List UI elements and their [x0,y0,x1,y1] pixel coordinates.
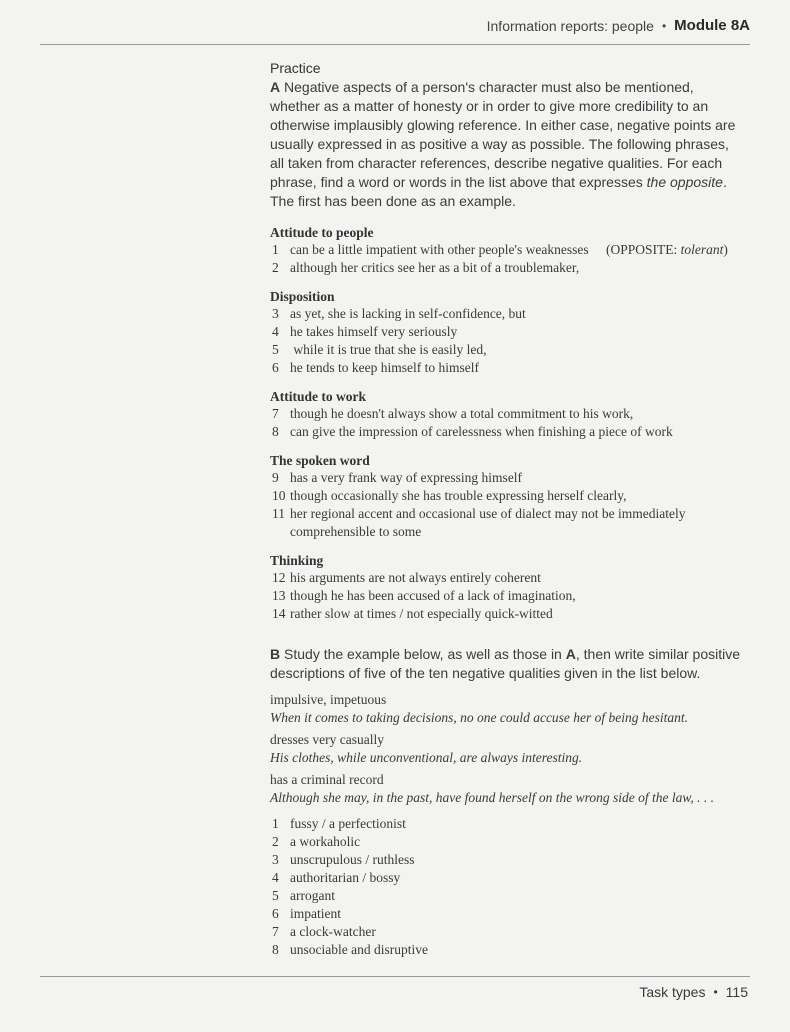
item-list [270,241,745,277]
part-b-instructions [270,645,745,683]
example-sentence: When it comes to taking decisions, no one could accuse her of being hesitant. [270,710,689,725]
item-number: 1 [272,816,279,831]
section-heading: Disposition [270,289,335,304]
item-number: 2 [272,834,279,849]
item-number: 6 [272,906,279,921]
item-text: he takes himself very seriously [290,324,458,339]
page-footer [639,984,748,1000]
item-number: 6 [272,360,279,375]
list-item [270,833,745,851]
list-item [270,569,745,587]
item-text-main: can be a little impatient with other people's weaknesses [290,242,589,257]
negative-qualities-list [270,815,745,959]
item-number: 11 [272,506,285,521]
item-text: while it is true that she is easily led, [290,342,487,357]
item-text: as yet, she is lacking in self-confidence, but [290,306,526,321]
list-item [270,487,745,505]
item-number: 3 [272,852,279,867]
item-list [270,405,745,441]
part-a-text-1: Negative aspects of a person's character must also be mentioned, whether as a matter of honesty or in order to give more credibility to an otherwise implausibly glowing reference. In either case, negative points are usually expressed in as positive a way as possible. The following phrases, all taken from character references, describe negative qualities. For each phrase, find a word or words in the list above that expresses [270,79,736,190]
item-list [270,305,745,377]
section-attitude-to-work [270,389,745,441]
running-header [487,17,750,34]
item-list [270,469,745,541]
example-sentence: Although she may, in the past, have found herself on the wrong side of the law, . . . [270,790,714,805]
item-number: 2 [272,260,279,275]
list-item [270,587,745,605]
item-text: authoritarian / bossy [290,870,401,885]
page-number: 115 [725,984,748,1000]
item-text: impatient [290,906,341,921]
list-item [270,941,745,959]
item-text: though he has been accused of a lack of imagination, [290,588,576,603]
item-number: 10 [272,488,286,503]
item-number: 4 [272,324,279,339]
part-a-text-2: . The first has been done as an example. [270,174,727,209]
note-suffix: ) [723,242,728,257]
list-item [270,851,745,869]
item-text: has a very frank way of expressing himself [290,470,523,485]
header-rule [40,44,750,45]
item-number: 7 [272,406,279,421]
list-item [270,259,745,277]
example-label: has a criminal record [270,772,384,787]
item-number: 13 [272,588,286,603]
item-number: 3 [272,306,279,321]
footer-label: Task types [639,984,706,1000]
item-text: unsociable and disruptive [290,942,428,957]
item-number: 1 [272,242,279,257]
section-heading: The spoken word [270,453,370,468]
part-b-ref-a: A [565,646,576,662]
footer-bullet: • [713,985,718,999]
list-item [270,323,745,341]
section-heading: Thinking [270,553,324,568]
section-thinking [270,553,745,623]
list-item [270,869,745,887]
list-item [270,305,745,323]
item-text: his arguments are not always entirely coherent [290,570,541,585]
part-a-letter: A [270,79,281,95]
practice-title: Practice [270,60,321,76]
list-item [270,341,745,359]
list-item [270,605,745,623]
list-item [270,405,745,423]
item-number: 7 [272,924,279,939]
item-text: can give the impression of carelessness when finishing a piece of work [290,424,673,439]
example-label: dresses very casually [270,732,384,747]
item-list [270,569,745,623]
note-prefix: (OPPOSITE: [605,242,681,257]
list-item [270,905,745,923]
section-attitude-to-people [270,225,745,277]
item-text: fussy / a perfectionist [290,816,406,831]
item-number: 5 [272,342,279,357]
item-text: though he doesn't always show a total commitment to his work, [290,406,634,421]
item-text: a workaholic [290,834,361,849]
item-number: 5 [272,888,279,903]
item-text: her regional accent and occasional use of dialect may not be immediately comprehensible to some [290,506,686,539]
header-bullet: • [661,18,667,33]
part-a-emphasis: the opposite [646,174,723,190]
part-b-text-1: Study the example below, as well as those in [284,646,566,662]
item-example-note [606,242,728,257]
item-text [290,241,745,259]
section-heading: Attitude to people [270,225,374,240]
item-text: though occasionally she has trouble expressing herself clearly, [290,488,627,503]
item-number: 9 [272,470,279,485]
note-answer: tolerant [680,242,724,257]
list-item [270,241,745,259]
footer-rule [40,976,750,977]
item-number: 4 [272,870,279,885]
list-item [270,815,745,833]
item-text: although her critics see her as a bit of a troublemaker, [290,260,580,275]
item-number: 8 [272,424,279,439]
example-sentence: His clothes, while unconventional, are always interesting. [270,750,583,765]
part-b-letter: B [270,646,281,662]
section-spoken-word [270,453,745,541]
item-number: 8 [272,942,279,957]
list-item [270,423,745,441]
item-text: a clock-watcher [290,924,376,939]
section-heading: Attitude to work [270,389,366,404]
item-text: unscrupulous / ruthless [290,852,415,867]
part-b-text-2: , then write similar positive descriptions of five of the ten negative qualities given in the list below. [270,646,741,681]
item-text: arrogant [290,888,335,903]
section-disposition [270,289,745,377]
list-item [270,505,745,541]
list-item [270,923,745,941]
item-text: he tends to keep himself to himself [290,360,479,375]
list-item [270,469,745,487]
item-text: rather slow at times / not especially quick-witted [290,606,553,621]
item-number: 14 [272,606,286,621]
part-a-instructions [270,78,745,211]
example-block [270,691,745,807]
item-number: 12 [272,570,286,585]
header-module-label: Module 8A [674,17,750,34]
header-section-title: Information reports: people [486,17,654,34]
page-content [270,60,745,959]
list-item [270,359,745,377]
list-item [270,887,745,905]
example-label: impulsive, impetuous [270,692,387,707]
